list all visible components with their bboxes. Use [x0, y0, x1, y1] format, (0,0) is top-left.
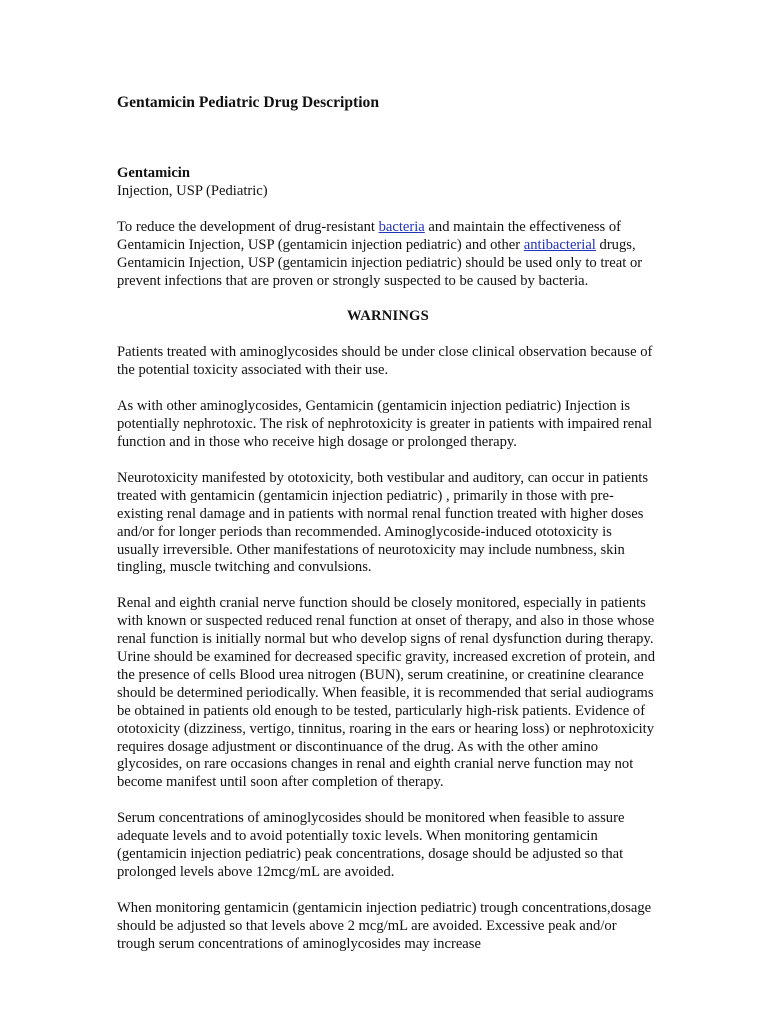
page-title: Gentamicin Pediatric Drug Description — [117, 94, 380, 111]
intro-text-2: and maintain the effectiveness of Gentamicin Injection, USP (gentamicin injection pediatric) and other — [117, 218, 622, 253]
antibacterial-link[interactable]: antibacterial — [523, 236, 596, 253]
intro-text-1: To reduce the development of drug-resistant — [117, 218, 379, 235]
drug-name: Gentamicin — [117, 165, 190, 181]
warning-paragraph-peak-levels: Serum concentrations of aminoglycosides should be monitored when feasible to assure adequate levels and to avoid potentially toxic levels. When monitoring gentamicin (gentamicin injection pediatric) peak concentrations, dosage should be adjusted so that prolonged levels above 12mcg/mL are avoided. — [117, 810, 625, 880]
warning-paragraph-trough-levels: When monitoring gentamicin (gentamicin injection pediatric) trough concentrations,dosage should be adjusted so that levels above 2 mcg/mL are avoided. Excessive peak and/or trough serum concentrations of aminoglycosides may increase — [117, 899, 652, 952]
warning-paragraph-nephrotoxicity: As with other aminoglycosides, Gentamicin (gentamicin injection pediatric) Injection is potentially nephrotoxic. The risk of nephrotoxicity is greater in patients with impaired renal function and in those who receive high dosage or prolonged therapy. — [117, 398, 653, 450]
drug-form: Injection, USP (Pediatric) — [117, 182, 268, 199]
intro-paragraph — [117, 219, 657, 291]
warnings-heading: WARNINGS — [347, 308, 429, 325]
document-body — [117, 93, 657, 972]
warning-paragraph-observation: Patients treated with aminoglycosides should be under close clinical observation because of the potential toxicity associated with their use. — [117, 344, 653, 379]
intro-text-3: drugs, Gentamicin Injection, USP (gentamicin injection pediatric) should be used only to treat or prevent infections that are proven or strongly suspected to be caused by bacteria. — [117, 236, 643, 289]
warning-paragraph-neurotoxicity: Neurotoxicity manifested by ototoxicity, both vestibular and auditory, can occur in patients treated with gentamicin (gentamicin injection pediatric) , primarily in those with pre-existing renal damage and in patients with normal renal function treated with higher doses and/or for longer periods than recommended. Aminoglycoside-induced ototoxicity is usually irreversible. Other manifestations of neurotoxicity may include numbness, skin tingling, muscle twitching and convulsions. — [117, 469, 649, 576]
bacteria-link[interactable]: bacteria — [378, 218, 425, 235]
warning-paragraph-monitoring: Renal and eighth cranial nerve function should be closely monitored, especially in patients with known or suspected reduced renal function at onset of therapy, and also in those whose renal function is initially normal but who develop signs of renal dysfunction during therapy. Urine should be examined for decreased specific gravity, increased excretion of protein, and the presence of cells Blood urea nitrogen (BUN), serum creatinine, or creatinine clearance should be determined periodically. When feasible, it is recommended that serial audiograms be obtained in patients old enough to be tested, particularly high-risk patients. Evidence of ototoxicity (dizziness, vertigo, tinnitus, roaring in the ears or hearing loss) or nephrotoxicity requires dosage adjustment or discontinuance of the drug. As with the other amino glycosides, on rare occasions changes in renal and eighth cranial nerve function may not become manifest until soon after completion of therapy. — [117, 595, 655, 791]
